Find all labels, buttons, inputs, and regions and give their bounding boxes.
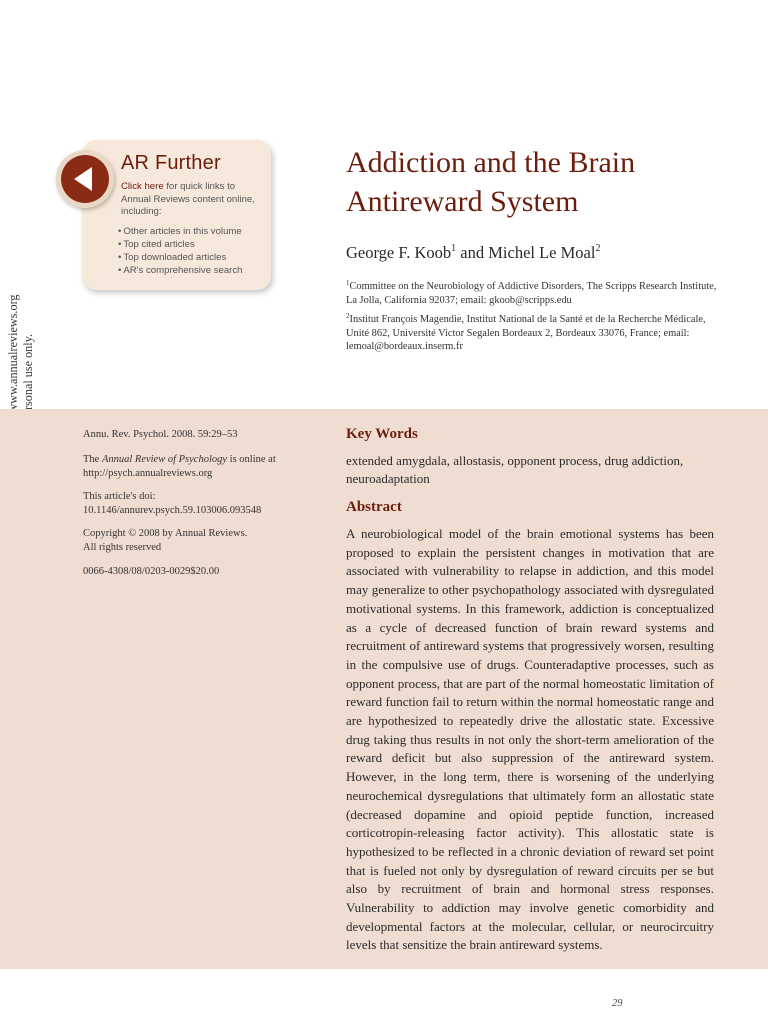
affiliation-1-text: Committee on the Neurobiology of Addictive Disorders, The Scripps Research Institute, La Jolla, California 92037; email: gkoob@scripps.edu [346, 281, 717, 306]
ar-further-item[interactable]: • Top cited articles [118, 238, 243, 251]
author-1-sup: 1 [451, 243, 457, 254]
authors-and: and [456, 243, 489, 262]
affiliation-2-text: Institut François Magendie, Institut National de la Santé et de la Recherche Médicale, Unité 862, Université Victor Segalen Bordeaux 2, Bordeaux 33076, France; email: lemoal@bordeaux.inserm.fr [346, 314, 706, 352]
abstract-heading: Abstract [346, 499, 402, 515]
ar-further-intro-text: for quick links to Annual Reviews content online, including: [121, 181, 255, 218]
copyright-line-2: All rights reserved [83, 541, 162, 553]
author-2-sup: 2 [595, 243, 601, 254]
copyright-line-1: Copyright © 2008 by Annual Reviews. [83, 528, 248, 539]
ar-further-link-button[interactable] [56, 150, 114, 208]
online-note [83, 453, 283, 480]
ar-further-title: AR Further [121, 152, 221, 174]
doi-value[interactable]: 10.1146/annurev.psych.59.103006.093548 [83, 504, 262, 516]
affiliation-1-sup: 1 [346, 279, 350, 287]
affiliation-1 [346, 277, 726, 307]
article-authors [346, 243, 600, 263]
journal-name: Annual Review of Psychology [101, 454, 228, 465]
doi-label: This article's doi: [83, 491, 156, 502]
affiliation-2-sup: 2 [346, 312, 350, 320]
click-here-link[interactable]: Click here [121, 181, 164, 192]
ar-further-list [118, 225, 243, 277]
ar-further-item[interactable]: • Other articles in this volume [118, 225, 243, 238]
article-title: Addiction and the Brain Antireward System [346, 146, 636, 218]
play-arrow-icon [61, 155, 109, 203]
author-2: Michel Le Moal [488, 243, 596, 262]
affiliation-2 [346, 310, 726, 354]
online-suffix: is online at http://psych.annualreviews.org [83, 454, 276, 479]
keywords-text: extended amygdala, allostasis, opponent process, drug addiction, neuroadaptation [346, 453, 684, 486]
abstract-text: A neurobiological model of the brain emotional systems has been proposed to explain the persistent changes in motivation that are associated with vulnerability to relapse in addiction, and this model may generalize to other psychopathology associated with dysregulated motivational systems. In this framework, addiction is conceptualized as a cycle of decreased function of brain reward systems and recruitment of antireward systems that progressively worsen, resulting in the compulsive use of drugs. Counteradaptive processes, such as opponent process, that are part of the normal homeostatic limitation of reward function fail to return within the normal homeostatic range and are hypothesized to repeatedly drive the allostatic state. Excessive drug taking thus results in not only the short-term amelioration of the reward deficit but also suppression of the antireward system. However, in the long term, there is worsening of the underlying neurochemical dysregulations that ultimately form an allostatic state (decreased dopamine and opioid peptide function, increased corticotropin-releasing factor activity). This allostatic state is hypothesized to be reflected in a chronic deviation of reward set point that is fueled not only by dysregulation of reward circuits per se but also by recruitment of brain and hormonal stress responses. Vulnerability to addiction may involve genetic comorbidity and developmental factors at the molecular, cellular, or neurocircuitry levels that sensitize the brain antireward systems. [346, 526, 714, 953]
citation: Annu. Rev. Psychol. 2008. 59:29–53 [83, 429, 238, 440]
online-prefix: The [83, 454, 102, 465]
page-number: 29 [612, 998, 623, 1009]
ar-further-item[interactable]: • AR's comprehensive search [118, 264, 243, 277]
ar-further-item[interactable]: • Top downloaded articles [118, 251, 243, 264]
ar-further-intro [121, 181, 261, 219]
copyright-block [83, 527, 283, 554]
keywords-heading: Key Words [346, 426, 418, 442]
issn: 0066-4308/08/0203-0029$20.00 [83, 566, 220, 577]
author-1: George F. Koob [346, 243, 452, 262]
doi-block [83, 490, 283, 517]
